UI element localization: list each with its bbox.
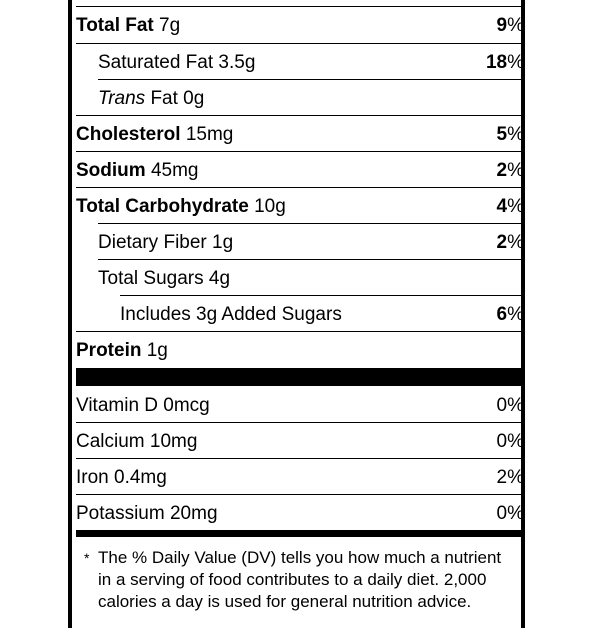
nutrient-name: Sodium 45mg (76, 159, 199, 181)
daily-value: 2% (496, 231, 524, 253)
nutrient-name: Total Sugars 4g (98, 267, 231, 289)
row-total-carbohydrate (76, 188, 524, 224)
row-saturated-fat (98, 44, 524, 80)
row-calcium (76, 423, 524, 459)
daily-value: 18% (485, 51, 524, 73)
row-total-fat (76, 7, 524, 43)
footnote-text: The % Daily Value (DV) tells you how much a nutrient in a serving of food contributes to a daily diet. 2,000 calories a day is used for general nutrition advice. (98, 548, 502, 611)
nutrient-name: Total Fat 7g (76, 14, 181, 36)
row-dietary-fiber (98, 224, 524, 260)
footnote (84, 547, 504, 613)
row-sodium (76, 152, 524, 188)
nutrient-name: Vitamin D 0mcg (76, 394, 210, 416)
nutrient-name: Calcium 10mg (76, 430, 198, 452)
footnote-star: * (84, 550, 90, 566)
daily-value: 6% (496, 303, 524, 325)
nutrient-name: Dietary Fiber 1g (98, 231, 234, 253)
daily-value: 2% (496, 466, 524, 488)
row-potassium (76, 495, 524, 531)
row-added-sugars (120, 296, 524, 332)
nutrient-name: Cholesterol 15mg (76, 123, 234, 145)
nutrient-name: Saturated Fat 3.5g (98, 51, 256, 73)
nutrient-name: Protein 1g (76, 339, 168, 361)
nutrient-name: Potassium 20mg (76, 502, 218, 524)
medium-divider (76, 530, 524, 537)
row-protein (76, 332, 524, 368)
nutrient-name: Includes 3g Added Sugars (120, 303, 342, 325)
daily-value: 0% (496, 394, 524, 416)
row-iron (76, 459, 524, 495)
nutrient-name: Iron 0.4mg (76, 466, 167, 488)
thick-divider (76, 368, 524, 386)
row-trans-fat (98, 80, 524, 116)
row-vitamin-d (76, 387, 524, 423)
daily-value: 0% (496, 430, 524, 452)
daily-value: 4% (496, 195, 524, 217)
daily-value: 2% (496, 159, 524, 181)
row-cholesterol (76, 116, 524, 152)
daily-value: 5% (496, 123, 524, 145)
nutrient-name: Trans Fat 0g (98, 87, 205, 109)
daily-value: 9% (496, 14, 524, 36)
row-total-sugars (98, 260, 524, 296)
daily-value: 0% (496, 502, 524, 524)
nutrient-name: Total Carbohydrate 10g (76, 195, 286, 217)
